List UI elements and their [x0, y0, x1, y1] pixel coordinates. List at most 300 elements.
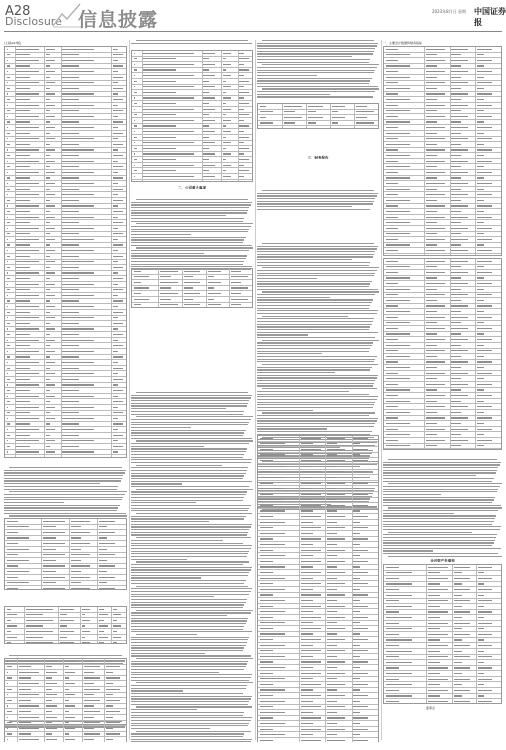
- text-line: [131, 529, 249, 530]
- table-cell: [426, 133, 438, 134]
- table-cell: [184, 282, 200, 283]
- table-cell: [327, 600, 337, 601]
- table-cell: [62, 228, 94, 229]
- table-cell: [428, 567, 448, 568]
- table-cell: [231, 282, 241, 283]
- table-cell: [113, 435, 122, 436]
- table-cell: [46, 82, 56, 83]
- table-cell: [7, 609, 11, 610]
- table-cell: [426, 194, 446, 195]
- text-line: [131, 237, 246, 238]
- table-cell: [143, 64, 193, 65]
- text-line: [257, 369, 370, 370]
- table-cell: [353, 533, 360, 534]
- table-cell: [301, 578, 313, 579]
- table-cell: [301, 656, 313, 657]
- table-cell: [99, 642, 104, 643]
- text-line: [131, 502, 196, 503]
- table-cell: [62, 312, 79, 313]
- table-cell: [46, 379, 51, 380]
- text-line: [131, 212, 247, 213]
- table-cell: [386, 60, 398, 61]
- table-cell: [451, 133, 460, 134]
- table-cell: [260, 740, 273, 741]
- table-cell: [386, 406, 398, 407]
- text-line: [257, 283, 370, 284]
- table-cell: [386, 361, 398, 362]
- table-cell: [16, 244, 30, 245]
- table-cell: [43, 537, 56, 538]
- text-line: [131, 690, 183, 691]
- text-line: [383, 505, 501, 506]
- table-cell: [65, 733, 69, 734]
- table-cell: [477, 133, 484, 134]
- table-cell: [46, 457, 51, 458]
- table-cell: [451, 211, 460, 212]
- table-cell: [301, 522, 313, 523]
- text-line: [131, 645, 246, 646]
- column-4: [383, 40, 502, 742]
- table-cell: [426, 177, 438, 178]
- text-line: [257, 86, 378, 87]
- table-cell: [477, 272, 492, 273]
- table-cell: [451, 239, 468, 240]
- table-cell: [113, 82, 118, 83]
- table-cell: [84, 672, 93, 673]
- text-line: [131, 725, 248, 726]
- text-line: [131, 454, 244, 455]
- text-line: [257, 385, 373, 386]
- table-cell: [208, 293, 220, 294]
- table-cell: [143, 58, 175, 59]
- table-cell: [353, 656, 360, 657]
- text-line: [131, 666, 246, 667]
- table-cell: [84, 711, 100, 712]
- table-cell: [426, 166, 438, 167]
- text-line: [257, 380, 375, 381]
- table-cell: [62, 49, 94, 50]
- table-cell: [16, 362, 39, 363]
- text-line: [131, 701, 249, 702]
- table-cell: [386, 679, 399, 680]
- table-cell: [239, 148, 248, 149]
- table-cell: [46, 65, 51, 66]
- table-cell: [16, 423, 30, 424]
- table-cell: [477, 228, 492, 229]
- table-cell: [239, 92, 248, 93]
- text-line: [383, 472, 496, 473]
- table-cell: [478, 567, 492, 568]
- table-cell: [113, 440, 118, 441]
- table-cell: [260, 505, 273, 506]
- table-cell: [260, 454, 285, 455]
- table-cell: [386, 611, 399, 612]
- table-cell: [7, 588, 18, 589]
- table-cell: [113, 379, 122, 380]
- table-cell: [113, 65, 122, 66]
- table-cell: [301, 566, 313, 567]
- table-cell: [451, 361, 468, 362]
- text-line: [136, 586, 248, 587]
- table-cell: [308, 122, 316, 123]
- table-cell: [7, 620, 11, 621]
- table-cell: [65, 700, 69, 701]
- table-cell: [260, 471, 273, 472]
- text-line: [131, 43, 252, 44]
- text-line: [257, 72, 374, 73]
- table-cell: [203, 153, 215, 154]
- table-cell: [113, 284, 118, 285]
- table-cell: [428, 662, 440, 663]
- text-line: [383, 486, 500, 487]
- text-line: [383, 513, 454, 514]
- table-cell: [260, 522, 285, 523]
- table-cell: [62, 194, 94, 195]
- table-cell: [386, 205, 398, 206]
- text-line: [131, 253, 204, 254]
- table-cell: [477, 345, 484, 346]
- table-cell: [7, 77, 10, 78]
- text-line: [4, 480, 121, 481]
- table-cell: [113, 418, 118, 419]
- table-cell: [60, 625, 67, 626]
- table-cell: [71, 554, 90, 555]
- table-cell: [203, 69, 209, 70]
- table-cell: [426, 239, 446, 240]
- table-cell: [46, 110, 51, 111]
- table-cell: [46, 144, 51, 145]
- table-cell: [451, 401, 460, 402]
- table-cell: [386, 662, 412, 663]
- text-line: [131, 534, 247, 535]
- table-cell: [7, 121, 10, 122]
- table-cell: [16, 295, 39, 296]
- table-cell: [223, 97, 231, 98]
- table-cell: [353, 454, 360, 455]
- table-cell: [478, 623, 492, 624]
- table-cell: [46, 239, 56, 240]
- text-line: [131, 419, 251, 420]
- table-cell: [7, 689, 12, 690]
- table-cell: [16, 418, 39, 419]
- table-cell: [16, 222, 30, 223]
- text-line: [131, 207, 249, 208]
- table-cell: [62, 200, 79, 201]
- table-cell: [260, 656, 285, 657]
- table-cell: [386, 429, 398, 430]
- table-cell: [82, 609, 90, 610]
- table-cell: [353, 443, 360, 444]
- text-line: [257, 372, 335, 373]
- table-row: [384, 254, 501, 256]
- text-line: [257, 94, 330, 95]
- table-cell: [260, 734, 285, 735]
- text-line: [131, 470, 247, 471]
- table-cell: [113, 362, 118, 363]
- table-cell: [428, 578, 448, 579]
- table-cell: [386, 606, 412, 607]
- table-cell: [71, 560, 81, 561]
- table-cell: [428, 623, 448, 624]
- table-cell: [426, 389, 438, 390]
- table-cell: [46, 127, 56, 128]
- text-line: [131, 680, 249, 681]
- table-cell: [16, 60, 39, 61]
- column-divider: [255, 40, 256, 740]
- table-cell: [477, 105, 492, 106]
- text-line: [131, 655, 251, 656]
- table-cell: [46, 733, 52, 734]
- text-line: [4, 497, 123, 498]
- table-cell: [353, 538, 368, 539]
- text-line: [383, 467, 498, 468]
- table-cell: [386, 322, 410, 323]
- table-cell: [143, 81, 175, 82]
- table-cell: [428, 701, 448, 702]
- table-cell: [143, 181, 175, 182]
- text-line: [131, 245, 252, 246]
- table-cell: [239, 86, 244, 87]
- table-cell: [386, 99, 410, 100]
- text-line: [131, 720, 251, 721]
- table-cell: [134, 114, 137, 115]
- text-line: [9, 467, 122, 468]
- text-line: [131, 575, 248, 576]
- table-cell: [308, 128, 324, 129]
- table-cell: [46, 328, 56, 329]
- table-cell: [62, 407, 94, 408]
- table-cell: [477, 155, 484, 156]
- table-cell: [7, 144, 10, 145]
- table-cell: [16, 71, 39, 72]
- text-line: [131, 475, 244, 476]
- table-cell: [477, 406, 492, 407]
- table-cell: [113, 54, 122, 55]
- table-cell: [451, 406, 468, 407]
- text-line: [4, 489, 117, 490]
- table-cell: [284, 111, 295, 112]
- table-cell: [301, 555, 313, 556]
- table-cell: [353, 706, 368, 707]
- table-cell: [353, 471, 368, 472]
- table-cell: [43, 554, 64, 555]
- text-line: [257, 45, 377, 46]
- table-cell: [16, 99, 30, 100]
- table-cell: [203, 159, 209, 160]
- text-line: [4, 502, 64, 503]
- table-cell: [386, 617, 412, 618]
- text-line: [257, 259, 352, 260]
- text-line: [131, 620, 247, 621]
- table-cell: [16, 272, 39, 273]
- table-cell: [62, 423, 79, 424]
- table-cell: [477, 217, 492, 218]
- table-cell: [454, 639, 463, 640]
- table-cell: [428, 600, 448, 601]
- table-cell: [7, 700, 12, 701]
- table-cell: [451, 127, 468, 128]
- table-cell: [353, 667, 360, 668]
- table-cell: [386, 600, 399, 601]
- table-cell: [477, 412, 484, 413]
- table-cell: [99, 625, 108, 626]
- table-cell: [386, 300, 410, 301]
- text-line: [131, 583, 244, 584]
- table-cell: [353, 628, 368, 629]
- table-cell: [353, 583, 368, 584]
- table-cell: [99, 537, 107, 538]
- table-cell: [208, 276, 214, 277]
- text-line: [131, 650, 243, 651]
- table-cell: [301, 477, 313, 478]
- table-cell: [60, 631, 74, 632]
- text-line: [131, 481, 252, 482]
- text-block: [131, 40, 253, 48]
- table-cell: [184, 293, 200, 294]
- text-line: [136, 658, 253, 659]
- table-cell: [428, 673, 440, 674]
- table-cell: [46, 177, 51, 178]
- table-cell: [386, 384, 398, 385]
- table-cell: [84, 661, 93, 662]
- table-cell: [113, 407, 118, 408]
- text-line: [131, 239, 244, 240]
- table-cell: [46, 88, 51, 89]
- table-cell: [386, 189, 410, 190]
- table-cell: [62, 244, 79, 245]
- text-line: [131, 215, 226, 216]
- table-cell: [426, 127, 446, 128]
- table-cell: [16, 177, 30, 178]
- table-cell: [46, 412, 51, 413]
- table-cell: [46, 278, 51, 279]
- table-cell: [46, 312, 51, 313]
- text-line: [131, 604, 244, 605]
- table-cell: [7, 54, 10, 55]
- text-line: [131, 569, 251, 570]
- text-block: [131, 392, 253, 742]
- table-cell: [477, 250, 492, 251]
- table-cell: [478, 673, 484, 674]
- text-line: [383, 529, 500, 530]
- table-cell: [260, 538, 273, 539]
- text-line: [4, 470, 126, 471]
- table-cell: [46, 306, 56, 307]
- text-line: [4, 505, 120, 506]
- table-cell: [327, 723, 337, 724]
- table-cell: [62, 429, 94, 430]
- text-line: [136, 706, 252, 707]
- table-cell: [327, 538, 345, 539]
- table-cell: [451, 283, 468, 284]
- text-line: [257, 286, 369, 287]
- table-cell: [353, 673, 368, 674]
- text-line: [257, 289, 378, 290]
- table-cell: [386, 266, 410, 267]
- table-cell: [426, 77, 438, 78]
- table-cell: [477, 289, 484, 290]
- table-cell: [62, 356, 79, 357]
- table-cell: [386, 345, 410, 346]
- table-cell: [134, 159, 137, 160]
- table-cell: [327, 594, 345, 595]
- table-cell: [113, 625, 121, 626]
- table-cell: [223, 176, 231, 177]
- table-cell: [16, 121, 30, 122]
- table-cell: [84, 666, 100, 667]
- table-cell: [426, 155, 438, 156]
- table-cell: [143, 75, 193, 76]
- table-cell: [7, 435, 10, 436]
- table-cell: [477, 149, 492, 150]
- text-line: [131, 395, 252, 396]
- table-cell: [451, 317, 468, 318]
- table-cell: [16, 54, 30, 55]
- table-cell: [426, 294, 446, 295]
- table-cell: [143, 97, 193, 98]
- table-cell: [301, 572, 321, 573]
- table-cell: [71, 588, 90, 589]
- table-cell: [478, 634, 492, 635]
- table-cell: [113, 423, 122, 424]
- text-line: [131, 717, 252, 718]
- table-cell: [46, 683, 58, 684]
- table-cell: [301, 538, 321, 539]
- table-cell: [16, 328, 39, 329]
- table-cell: [353, 617, 368, 618]
- table-cell: [353, 712, 360, 713]
- table-cell: [426, 189, 438, 190]
- table-cell: [477, 277, 484, 278]
- table-cell: [478, 617, 484, 618]
- text-line: [262, 64, 379, 65]
- table-cell: [454, 600, 470, 601]
- table-cell: [143, 92, 175, 93]
- table-cell: [426, 183, 446, 184]
- text-line: [131, 623, 246, 624]
- text-line: [257, 273, 375, 274]
- table-cell: [62, 379, 79, 380]
- table-cell: [426, 401, 438, 402]
- table-cell: [386, 228, 398, 229]
- table-cell: [19, 672, 39, 673]
- text-line: [131, 626, 244, 627]
- table-cell: [62, 138, 94, 139]
- text-line: [9, 655, 122, 656]
- text-line: [257, 248, 377, 249]
- table-cell: [223, 53, 231, 54]
- table-cell: [143, 69, 175, 70]
- table-cell: [19, 728, 39, 729]
- table-cell: [16, 384, 39, 385]
- table-cell: [46, 267, 51, 268]
- text-line: [257, 78, 372, 79]
- table-cell: [451, 149, 468, 150]
- table-cell: [134, 170, 137, 171]
- table-cell: [62, 384, 94, 385]
- table-cell: [386, 445, 410, 446]
- text-line: [257, 383, 374, 384]
- table-cell: [143, 53, 193, 54]
- table-cell: [386, 121, 410, 122]
- text-line: [4, 513, 126, 514]
- table-cell: [46, 705, 58, 706]
- table-cell: [260, 684, 273, 685]
- table-cell: [113, 222, 122, 223]
- table-cell: [386, 690, 399, 691]
- table-cell: [106, 677, 120, 678]
- table-cell: [477, 93, 492, 94]
